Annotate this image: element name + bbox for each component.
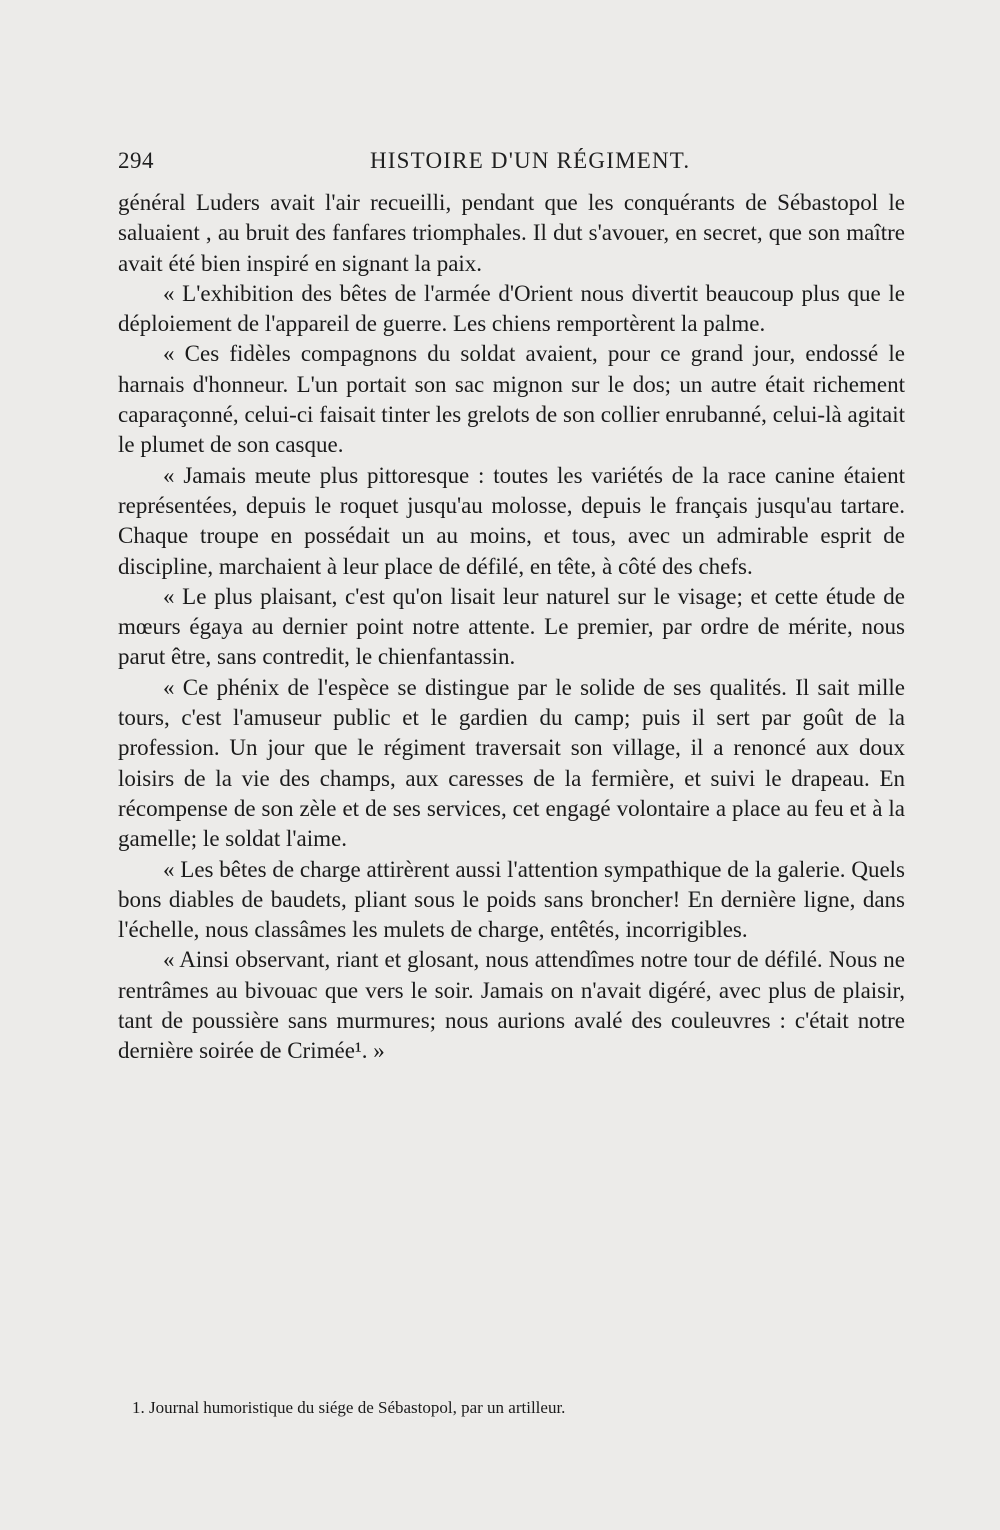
paragraph: « Les bêtes de charge attirèrent aussi l'attention sympathique de la galerie. Quels bons diables de baudets, pliant sous le poids sans broncher! En dernière ligne, dans l'échelle, nous classâmes les mulets de charge, entêtés, incorrigibles. bbox=[118, 856, 905, 943]
paragraph: « Ce phénix de l'espèce se distingue par le solide de ses qualités. Il sait mille tours, c'est l'amuseur public et le gardien du camp; puis il sert par goût de la profession. Un jour que le régiment traversait son village, il a renoncé aux doux loisirs de la vie des champs, aux caresses de la fermière, et suivi le drapeau. En récompense de son zèle et de ses services, cet engagé volontaire a place au feu et à la gamelle; le soldat l'aime. bbox=[118, 674, 905, 852]
running-title: HISTOIRE D'UN RÉGIMENT. bbox=[370, 148, 691, 173]
footnote: 1. Journal humoristique du siége de Sébastopol, par un artilleur. bbox=[132, 1398, 566, 1417]
paragraph: « Le plus plaisant, c'est qu'on lisait leur naturel sur le visage; et cette étude de mœurs égaya au dernier point notre attente. Le premier, par ordre de mérite, nous parut être, sans contredit, le chienfantassin. bbox=[118, 583, 905, 670]
page-header bbox=[118, 148, 908, 180]
page-number: 294 bbox=[118, 148, 154, 173]
paragraph: « Ces fidèles compagnons du soldat avaient, pour ce grand jour, endossé le harnais d'honneur. L'un portait son sac mignon sur le dos; un autre était richement caparaçonné, celui-ci faisait tinter les grelots de son collier enrubanné, celui-là agitait le plumet de son casque. bbox=[118, 341, 905, 458]
paragraph: « Ainsi observant, riant et glosant, nous attendîmes notre tour de défilé. Nous ne rentrâmes au bivouac que vers le soir. Jamais on n'avait digéré, avec plus de plaisir, tant de poussière sans murmures; nous aurions avalé des couleuvres : c'était notre dernière soirée de Crimée¹. » bbox=[118, 947, 905, 1064]
paragraph: « L'exhibition des bêtes de l'armée d'Orient nous divertit beaucoup plus que le déploiement de l'appareil de guerre. Les chiens remportèrent la palme. bbox=[118, 280, 905, 337]
paragraph: général Luders avait l'air recueilli, pendant que les conquérants de Sébastopol le saluaient , au bruit des fanfares triomphales. Il dut s'avouer, en secret, que son maître avait été bien inspiré en signant la paix. bbox=[118, 190, 905, 276]
paragraph: « Jamais meute plus pittoresque : toutes les variétés de la race canine étaient représentées, depuis le roquet jusqu'au molosse, depuis le français jusqu'au tartare. Chaque troupe en possédait un au moins, et tous, avec un admirable esprit de discipline, marchaient à leur place de défilé, en tête, à côté des chefs. bbox=[118, 462, 905, 579]
main-text bbox=[118, 188, 905, 1067]
